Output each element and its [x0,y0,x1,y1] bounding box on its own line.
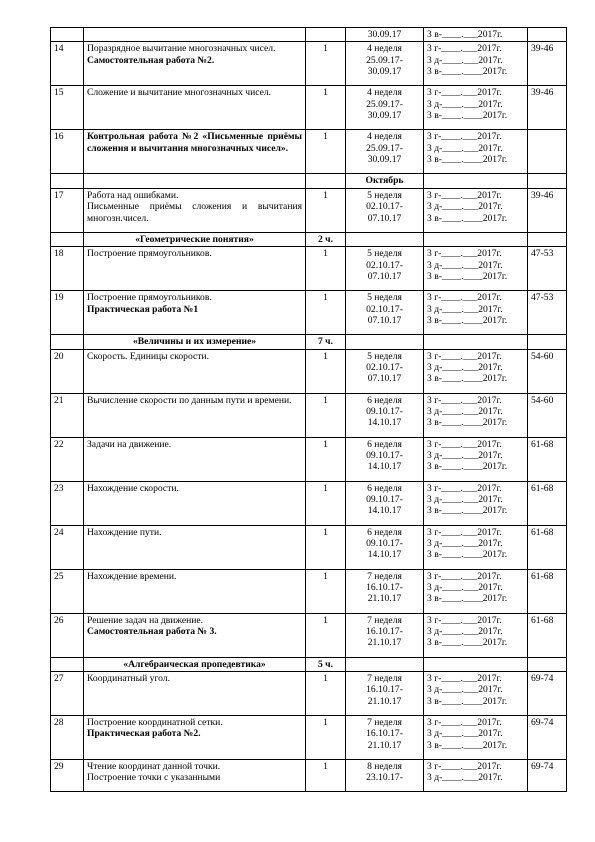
section-row [51,335,567,349]
week-line: 4 неделя [367,87,402,99]
week-line: 07.10.17 [367,271,402,283]
topic-line: Сложение и вычитание многозначных чисел. [87,87,272,99]
lesson-topic-cell [84,247,306,291]
textbook-pages-cell: 39-46 [528,86,567,130]
lesson-topic-cell [84,760,306,792]
class-date-line: 3 д-____.___2017г. [427,142,503,154]
lesson-topic-cell [84,349,306,393]
lesson-number-cell: 15 [51,86,84,130]
lesson-topic-cell [84,672,306,716]
week-cell [346,613,424,657]
topic-line: Письменные приёмы сложения и вычитания многозн.чисел. [87,201,302,224]
topic-line: Нахождение пути. [87,526,162,538]
hours-cell: 1 [306,525,346,569]
week-line: 14.10.17 [367,505,402,517]
lesson-topic-cell [84,569,306,613]
class-date-line: 3 в-____.____2017г. [427,505,508,517]
lesson-number-cell: 29 [51,760,84,792]
table-row [51,613,567,657]
week-cell [346,657,424,671]
lesson-number-cell [51,232,84,246]
class-dates-cell [424,437,528,481]
lesson-topic-cell [84,130,306,174]
topic-line: «Величины и их измерение» [132,336,257,348]
hours-cell: 1 [306,613,346,657]
class-date-line: 3 г-____.___2017г. [427,87,502,99]
textbook-pages-cell: 54-60 [528,349,567,393]
topic-line: Нахождение скорости. [87,482,179,494]
textbook-pages-cell [528,174,567,188]
class-date-line: 3 г-____.___2017г. [427,189,502,201]
table-row [51,130,567,174]
topic-line: Работа над ошибками. [87,189,179,201]
class-date-line: 3 г-____.___2017г. [427,570,502,582]
week-line: 21.10.17 [367,593,402,605]
section-row [51,232,567,246]
hours-cell: 1 [306,349,346,393]
textbook-pages-cell [528,657,567,671]
week-cell [346,481,424,525]
topic-line: Практическая работа №1 [87,303,199,315]
class-dates-cell [424,716,528,760]
textbook-pages-cell: 61-68 [528,613,567,657]
class-date-line: 3 д-____.___2017г. [427,728,503,740]
week-line: 09.10.17- [366,450,403,462]
week-cell [346,291,424,335]
week-cell [346,672,424,716]
class-date-line: 3 д-____.___2017г. [427,582,503,594]
class-date-line: 3 д-____.___2017г. [427,201,503,213]
class-dates-cell [424,232,528,246]
class-dates-cell [424,86,528,130]
week-cell [346,569,424,613]
week-line: 25.09.17- [366,142,403,154]
class-date-line: 3 в-____.____2017г. [427,739,508,751]
class-dates-cell [424,657,528,671]
lesson-number-cell [51,335,84,349]
class-date-line: 3 д-____.___2017г. [427,772,503,784]
table-row [51,349,567,393]
lesson-number-cell: 20 [51,349,84,393]
week-cell [346,349,424,393]
lesson-topic-cell [84,86,306,130]
textbook-pages-cell [528,335,567,349]
lesson-number-cell: 22 [51,437,84,481]
lesson-topic-cell [84,393,306,437]
class-date-line: 3 г-____.___2017г. [427,761,502,773]
table-row [51,569,567,613]
class-date-line: 3 г-____.___2017г. [427,292,502,304]
class-date-line: 3 г-____.___2017г. [427,482,502,494]
textbook-pages-cell: 47-53 [528,247,567,291]
week-cell [346,28,424,42]
lesson-topic-cell [84,525,306,569]
class-dates-cell [424,335,528,349]
topic-line: Вычисление скорости по данным пути и времени. [87,394,292,406]
week-line: 16.10.17- [366,582,403,594]
week-cell [346,335,424,349]
lesson-topic-cell [84,174,306,188]
textbook-pages-cell: 54-60 [528,393,567,437]
week-line: 30.09.17 [367,154,402,166]
week-line: 09.10.17- [366,494,403,506]
lesson-number-cell: 14 [51,42,84,86]
lesson-number-cell: 17 [51,188,84,232]
week-line: 07.10.17 [367,373,402,385]
table-row [51,437,567,481]
hours-cell: 1 [306,569,346,613]
topic-line: Построение точки с указанными [87,772,221,784]
hours-cell: 1 [306,481,346,525]
lesson-plan-body [51,28,567,792]
class-date-line: 3 в-____.____2017г. [427,637,508,649]
class-date-line: 3 г-____.___2017г. [427,43,502,55]
class-date-line: 3 г-____.___2017г. [427,614,502,626]
week-cell [346,247,424,291]
week-cell [346,525,424,569]
textbook-pages-cell [528,28,567,42]
class-date-line: 3 в-____.____2017г. [427,695,508,707]
week-line: 16.10.17- [366,728,403,740]
lesson-topic-cell [84,613,306,657]
lesson-topic-cell [84,716,306,760]
lesson-number-cell: 24 [51,525,84,569]
class-date-line: 3 д-____.___2017г. [427,684,503,696]
hours-cell: 5 ч. [306,657,346,671]
class-date-line: 3 д-____.___2017г. [427,303,503,315]
textbook-pages-cell: 47-53 [528,291,567,335]
topic-line: «Геометрические понятия» [135,233,254,245]
class-date-line: 3 в-____.____2017г. [427,66,508,78]
lesson-number-cell: 19 [51,291,84,335]
lesson-topic-cell [84,437,306,481]
class-date-line: 3 г-____.___2017г. [427,526,502,538]
week-line: 16.10.17- [366,626,403,638]
lesson-number-cell: 28 [51,716,84,760]
class-date-line: 3 в-____.____2017г. [427,315,508,327]
week-line: 5 неделя [367,189,402,201]
class-date-line: 3 д-____.___2017г. [427,362,503,374]
class-date-line: 3 в-____.____2017г. [427,154,508,166]
hours-cell [306,174,346,188]
week-line: 7 неделя [367,614,402,626]
class-date-line: 3 д-____.___2017г. [427,538,503,550]
week-line: 4 неделя [367,131,402,143]
week-line: 14.10.17 [367,549,402,561]
class-dates-cell [424,393,528,437]
hours-cell: 1 [306,188,346,232]
hours-cell: 1 [306,247,346,291]
class-date-line: 3 г-____.___2017г. [427,248,502,260]
topic-line: Самостоятельная работа № 3. [87,626,217,638]
week-cell [346,437,424,481]
textbook-pages-cell: 69-74 [528,760,567,792]
week-line: 6 неделя [367,526,402,538]
section-row [51,657,567,671]
class-date-line: 3 д-____.___2017г. [427,406,503,418]
class-date-line: 3 в-____.____2017г. [427,549,508,561]
lesson-topic-cell [84,28,306,42]
topic-line: Контрольная работа №2 «Письменные приёмы сложения и вычитания многозначных чисел». [87,131,302,154]
hours-cell: 1 [306,716,346,760]
week-line: 02.10.17- [366,303,403,315]
lesson-topic-cell [84,481,306,525]
week-line: 21.10.17 [367,739,402,751]
lesson-plan-table [50,27,567,792]
week-cell [346,232,424,246]
table-row [51,28,567,42]
class-dates-cell [424,130,528,174]
topic-line: Решение задач на движение. [87,614,204,626]
class-dates-cell [424,760,528,792]
hours-cell: 1 [306,42,346,86]
week-line: 6 неделя [367,482,402,494]
table-row [51,86,567,130]
class-date-line: 3 в-____.____2017г. [427,417,508,429]
topic-line: Построение прямоугольников. [87,292,212,304]
hours-cell: 1 [306,86,346,130]
topic-line: Самостоятельная работа №2. [87,54,215,66]
table-row [51,716,567,760]
table-row [51,393,567,437]
hours-cell: 1 [306,672,346,716]
hours-cell: 1 [306,760,346,792]
week-line: 14.10.17 [367,461,402,473]
class-date-line: 3 в-____.____2017г. [427,593,508,605]
hours-cell: 1 [306,393,346,437]
lesson-topic-cell [84,42,306,86]
class-date-line: 3 г-____.___2017г. [427,350,502,362]
topic-line: Нахождение времени. [87,570,177,582]
week-line: 21.10.17 [367,695,402,707]
class-dates-cell [424,349,528,393]
topic-line: Практическая работа №2. [87,728,201,740]
lesson-topic-cell [84,335,306,349]
hours-cell: 1 [306,130,346,174]
week-line: 6 неделя [367,394,402,406]
week-cell [346,130,424,174]
table-row [51,525,567,569]
table-row [51,760,567,792]
week-line: 21.10.17 [367,637,402,649]
class-dates-cell [424,672,528,716]
week-line: 7 неделя [367,717,402,729]
week-cell [346,760,424,792]
week-line: 5 неделя [367,292,402,304]
week-line: 25.09.17- [366,98,403,110]
lesson-number-cell [51,657,84,671]
week-line: 30.09.17 [367,110,402,122]
hours-cell: 1 [306,291,346,335]
class-dates-cell [424,613,528,657]
lesson-number-cell: 23 [51,481,84,525]
week-line: 25.09.17- [366,54,403,66]
class-date-line: 3 в-____.____2017г. [427,373,508,385]
class-date-line: 3 д-____.___2017г. [427,626,503,638]
class-date-line: 3 д-____.___2017г. [427,98,503,110]
textbook-pages-cell: 39-46 [528,188,567,232]
textbook-pages-cell: 61-68 [528,569,567,613]
lesson-topic-cell [84,188,306,232]
class-date-line: 3 в-____.____2017г. [427,110,508,122]
week-line: 09.10.17- [366,406,403,418]
week-line: 4 неделя [367,43,402,55]
week-line: 7 неделя [367,673,402,685]
class-dates-cell [424,28,528,42]
class-date-line: 3 г-____.___2017г. [427,438,502,450]
lesson-number-cell: 27 [51,672,84,716]
textbook-pages-cell [528,130,567,174]
month-row [51,174,567,188]
class-date-line: 3 в-____.___2017г. [427,29,503,40]
lesson-topic-cell [84,291,306,335]
class-dates-cell [424,247,528,291]
lesson-number-cell: 18 [51,247,84,291]
class-dates-cell [424,525,528,569]
week-line: 09.10.17- [366,538,403,550]
class-date-line: 3 д-____.___2017г. [427,259,503,271]
hours-cell: 1 [306,437,346,481]
week-line: 16.10.17- [366,684,403,696]
week-line: 5 неделя [367,248,402,260]
class-dates-cell [424,291,528,335]
week-line: 02.10.17- [366,362,403,374]
table-row [51,481,567,525]
week-line: 30.09.17 [367,29,402,40]
lesson-number-cell [51,174,84,188]
class-dates-cell [424,174,528,188]
class-date-line: 3 г-____.___2017г. [427,131,502,143]
week-line: 30.09.17 [367,66,402,78]
week-line: 14.10.17 [367,417,402,429]
textbook-pages-cell: 61-68 [528,481,567,525]
class-dates-cell [424,569,528,613]
week-cell [346,42,424,86]
hours-cell: 7 ч. [306,335,346,349]
table-row [51,247,567,291]
textbook-pages-cell: 69-74 [528,716,567,760]
class-date-line: 3 в-____.____2017г. [427,461,508,473]
week-cell [346,188,424,232]
table-row [51,42,567,86]
topic-line: Построение прямоугольников. [87,248,212,260]
topic-line: Задачи на движение. [87,438,172,450]
week-cell [346,393,424,437]
week-cell [346,716,424,760]
topic-line: Построение координатной сетки. [87,717,223,729]
textbook-pages-cell: 39-46 [528,42,567,86]
textbook-pages-cell: 69-74 [528,672,567,716]
week-line: 07.10.17 [367,315,402,327]
textbook-pages-cell [528,232,567,246]
textbook-pages-cell: 61-68 [528,525,567,569]
hours-cell: 2 ч. [306,232,346,246]
topic-line: Чтение координат данной точки. [87,761,221,773]
class-date-line: 3 в-____.____2017г. [427,271,508,283]
lesson-topic-cell [84,232,306,246]
week-line: 23.10.17- [366,772,403,784]
week-line: 6 неделя [367,438,402,450]
lesson-number-cell: 16 [51,130,84,174]
hours-cell [306,28,346,42]
lesson-number-cell: 26 [51,613,84,657]
table-row [51,672,567,716]
class-date-line: 3 д-____.___2017г. [427,54,503,66]
class-date-line: 3 г-____.___2017г. [427,394,502,406]
class-date-line: 3 в-____.____2017г. [427,212,508,224]
lesson-topic-cell [84,657,306,671]
class-dates-cell [424,481,528,525]
lesson-number-cell [51,28,84,42]
week-line: 02.10.17- [366,259,403,271]
topic-line: Координатный угол. [87,673,170,685]
topic-line: Поразрядное вычитание многозначных чисел. [87,43,276,55]
topic-line: Скорость. Единицы скорости. [87,350,209,362]
week-line: 5 неделя [367,350,402,362]
week-line: 02.10.17- [366,201,403,213]
week-cell [346,174,424,188]
class-date-line: 3 г-____.___2017г. [427,673,502,685]
textbook-pages-cell: 61-68 [528,437,567,481]
week-line: 07.10.17 [367,212,402,224]
class-date-line: 3 д-____.___2017г. [427,494,503,506]
class-date-line: 3 г-____.___2017г. [427,717,502,729]
class-dates-cell [424,188,528,232]
week-line: 8 неделя [367,761,402,773]
class-date-line: 3 д-____.___2017г. [427,450,503,462]
table-row [51,188,567,232]
class-dates-cell [424,42,528,86]
topic-line: «Алгебраическая пропедевтика» [123,658,266,670]
week-line: 7 неделя [367,570,402,582]
week-cell [346,86,424,130]
table-row [51,291,567,335]
lesson-number-cell: 25 [51,569,84,613]
week-line: Октябрь [365,175,404,187]
lesson-number-cell: 21 [51,393,84,437]
